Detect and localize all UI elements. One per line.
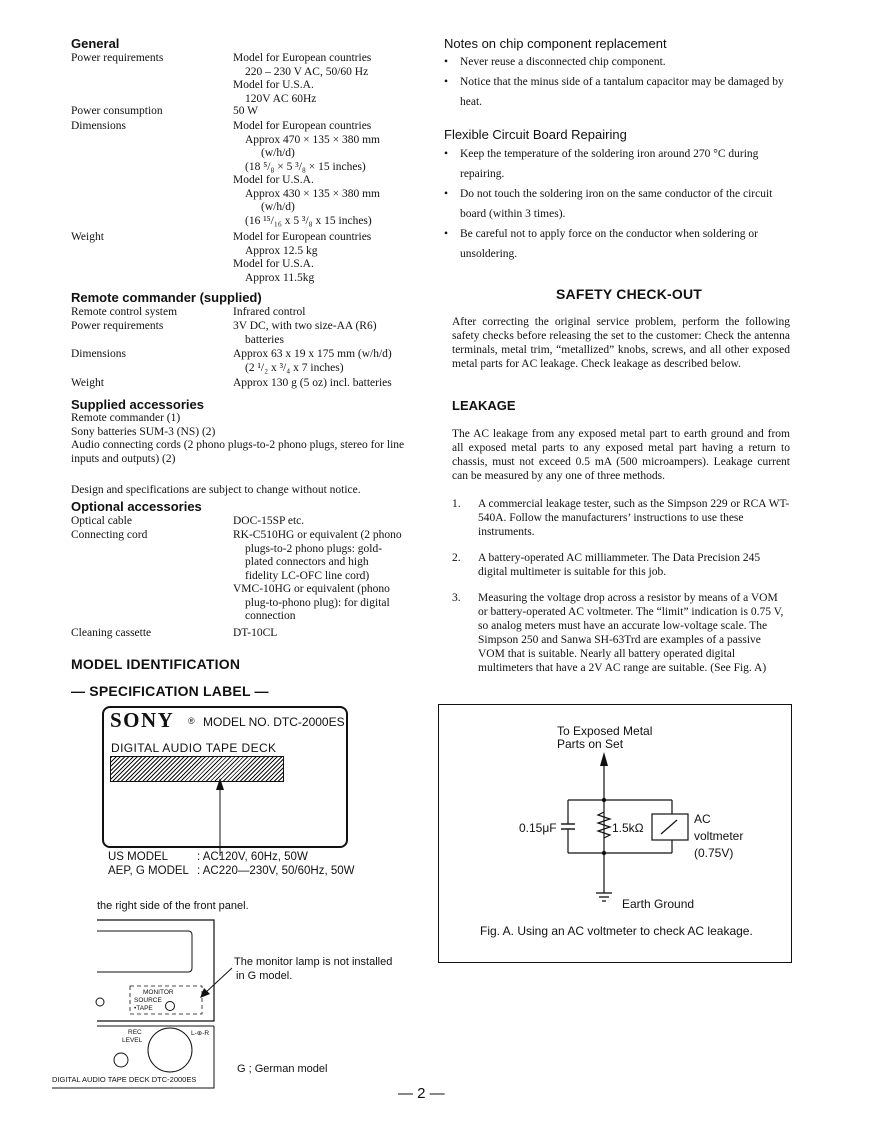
flex-note: • Keep the temperature of the soldering iron around 270 °C during repairing.: [444, 144, 794, 184]
label-hatched-area: [110, 756, 284, 782]
optional-heading: Optional accessories: [71, 499, 202, 514]
figure-caption: Fig. A. Using an AC voltmeter to check AC leakage.: [480, 924, 753, 938]
supplied-heading: Supplied accessories: [71, 397, 204, 412]
source-label: SOURCE: [134, 997, 162, 1004]
general-heading: General: [71, 36, 120, 51]
spec-key: Weight: [71, 377, 104, 389]
rec-label: REC: [128, 1029, 142, 1036]
leakage-method: [452, 551, 790, 579]
safety-intro: After correcting the original service problem, perform the following safety checks before releasing the set to the customer: Check the antenna terminals, metal trim, “metallized” knobs, screws, and all other exposed metal parts for AC leakage. Check leakage as described below.: [452, 316, 790, 370]
capacitor-label: 0.15μF: [519, 821, 557, 835]
spec-value: plated connectors and high: [245, 556, 369, 568]
panel-model-name: DIGITAL AUDIO TAPE DECK DTC-2000ES: [52, 1075, 197, 1084]
model-id-heading: MODEL IDENTIFICATION: [71, 656, 241, 672]
balance-label: L-⊕-R: [191, 1030, 210, 1037]
spec-value: fidelity LC-OFC line cord): [245, 569, 370, 582]
spec-value: RK-C510HG or equivalent (2 phono: [233, 529, 402, 541]
method-number: 3.: [452, 592, 461, 604]
aep-model-key: AEP, G MODEL: [108, 865, 189, 877]
leakage-heading: LEAKAGE: [452, 398, 516, 413]
spec-value: Model for U.S.A.: [233, 174, 314, 186]
monitor-note: [234, 955, 392, 983]
spec-value: DOC-15SP etc.: [233, 515, 305, 527]
leakage-method: [452, 591, 790, 675]
supplied-list: [71, 412, 421, 466]
spec-value: Approx 470 × 135 × 380 mm: [245, 133, 380, 146]
spec-value: Model for European countries: [233, 120, 372, 132]
spec-value: batteries: [245, 333, 284, 346]
chip-note: • Never reuse a disconnected chip component.: [444, 52, 794, 72]
spec-value: (2 ¹/₂ x ³/₄ x 7 inches): [245, 361, 344, 374]
spec-value: Approx 11.5kg: [245, 271, 315, 284]
spec-value: (16 ¹⁵/₁₆ x 5 ³/₈ x 15 inches): [245, 214, 372, 227]
spec-value: Model for U.S.A.: [233, 258, 314, 270]
spec-key: Dimensions: [71, 348, 126, 360]
supplied-item: Audio connecting cords (2 phono plugs-to-2 phono plugs, stereo for line inputs and outputs) (2): [71, 439, 405, 465]
method-number: 2.: [452, 552, 461, 564]
spec-value: 220 – 230 V AC, 50/60 Hz: [245, 65, 369, 78]
label-arrow: [210, 776, 230, 856]
method-text: A commercial leakage tester, such as the Simpson 229 or RCA WT-540A. Follow the manufacturers’ instructions to use these instruments.: [478, 498, 790, 538]
us-model-value: : AC120V, 60Hz, 50W: [197, 851, 308, 863]
remote-heading: Remote commander (supplied): [71, 290, 262, 305]
chip-notes-list: [444, 52, 794, 112]
spec-label-subheading: — SPECIFICATION LABEL —: [71, 683, 269, 699]
spec-value: Approx 63 x 19 x 175 mm (w/h/d): [233, 348, 392, 360]
spec-key: Connecting cord: [71, 529, 148, 541]
voltmeter-label-line: voltmeter: [694, 829, 744, 843]
flex-notes-list: [444, 144, 794, 264]
page-number: — 2 —: [398, 1085, 445, 1102]
figure-top-label: [557, 725, 652, 751]
flex-note: • Do not touch the soldering iron on the same conductor of the circuit board (within 3 times).: [444, 184, 794, 224]
spec-value: Model for European countries: [233, 231, 372, 243]
method-text: Measuring the voltage drop across a resistor by means of a VOM or battery-operated AC voltmeter. The “limit” indication is 0.75 V, so analog meters must have an accurate low-voltage scale. The Simpson 250 and Sanwa SH-63Trd are examples of a passive VOM that is suitable. Nearly all battery operated digital multimeters that have a 2V AC range are suitable. (See Fig. A): [478, 592, 784, 674]
registered-mark: ®: [188, 716, 195, 726]
spec-key: Remote control system: [71, 306, 178, 318]
spec-key: Weight: [71, 231, 104, 243]
leakage-methods: [452, 497, 790, 687]
figure-top-label-line: Parts on Set: [557, 737, 624, 751]
spec-key: Power requirements: [71, 320, 164, 332]
spec-value: Infrared control: [233, 306, 306, 318]
spec-value: (w/h/d): [261, 147, 295, 159]
label-product-name: DIGITAL AUDIO TAPE DECK: [111, 741, 277, 755]
spec-value: plugs-to-2 phono plugs: gold-: [245, 542, 383, 555]
spec-value: Approx 130 g (5 oz) incl. batteries: [233, 377, 392, 389]
spec-key: Power consumption: [71, 105, 163, 117]
resistor-label: 1.5kΩ: [612, 821, 644, 835]
spec-value: 3V DC, with two size-AA (R6): [233, 320, 377, 332]
spec-notice: Design and specifications are subject to change without notice.: [71, 484, 361, 496]
flex-heading: Flexible Circuit Board Repairing: [444, 127, 627, 142]
method-text: A battery-operated AC milliammeter. The Data Precision 245 digital multimeter is suitable for this job.: [478, 552, 761, 578]
spec-value: Model for European countries: [233, 52, 372, 64]
supplied-item: Remote commander (1): [71, 412, 181, 424]
earth-ground-label: Earth Ground: [622, 897, 695, 911]
spec-value: Approx 430 × 135 × 380 mm: [245, 187, 380, 200]
supplied-item: Sony batteries SUM-3 (NS) (2): [71, 425, 216, 438]
spec-value: DT-10CL: [233, 627, 278, 639]
voltmeter-label-line: AC: [694, 812, 711, 826]
spec-value: VMC-10HG or equivalent (phono: [233, 583, 390, 595]
monitor-pointer-arrow: [196, 964, 236, 1000]
spec-value: (w/h/d): [261, 201, 295, 213]
spec-key: Power requirements: [71, 52, 164, 64]
chip-heading: Notes on chip component replacement: [444, 36, 667, 51]
label-model-number: MODEL NO. DTC-2000ES: [203, 715, 345, 729]
aep-model-value: : AC220—230V, 50/60Hz, 50W: [197, 865, 355, 877]
sony-logo: SONY: [110, 708, 175, 732]
monitor-label: MONITOR: [143, 989, 174, 996]
leakage-method: [452, 497, 790, 539]
us-model-key: US MODEL: [108, 851, 169, 863]
panel-caption: the right side of the front panel.: [97, 900, 249, 912]
figure-top-label-line: To Exposed Metal: [557, 724, 653, 738]
spec-value: connection: [245, 610, 296, 622]
voltmeter-label: [694, 811, 743, 862]
safety-heading: SAFETY CHECK-OUT: [556, 286, 703, 302]
spec-key: Cleaning cassette: [71, 627, 152, 639]
spec-value: 120V AC 60Hz: [245, 92, 317, 105]
monitor-note-line: in G model.: [236, 970, 293, 982]
spec-value: Model for U.S.A.: [233, 79, 314, 91]
monitor-note-line: The monitor lamp is not installed: [234, 956, 393, 968]
spec-key: Optical cable: [71, 515, 132, 527]
leakage-intro: The AC leakage from any exposed metal part to earth ground and from all exposed metal parts to any exposed metal part having a return to chassis, must not exceed 0.5 mA (500 microampers). Leakage current can be measured by any one of three methods.: [452, 428, 790, 482]
spec-value: plug-to-phono plug): for digital: [245, 596, 390, 609]
chip-note: • Notice that the minus side of a tantalum capacitor may be damaged by heat.: [444, 72, 794, 112]
german-note: G ; German model: [237, 1063, 328, 1075]
spec-value: 50 W: [233, 105, 259, 117]
tape-label: •TAPE: [134, 1005, 153, 1012]
level-label: LEVEL: [122, 1037, 143, 1044]
spec-key: Dimensions: [71, 120, 126, 132]
spec-value: (18 ⁵/₈ × 5 ³/₈ × 15 inches): [245, 160, 366, 173]
method-number: 1.: [452, 498, 461, 510]
flex-note: • Be careful not to apply force on the conductor when soldering or unsoldering.: [444, 224, 794, 264]
spec-value: Approx 12.5 kg: [245, 244, 318, 257]
voltmeter-label-line: (0.75V): [694, 846, 734, 860]
